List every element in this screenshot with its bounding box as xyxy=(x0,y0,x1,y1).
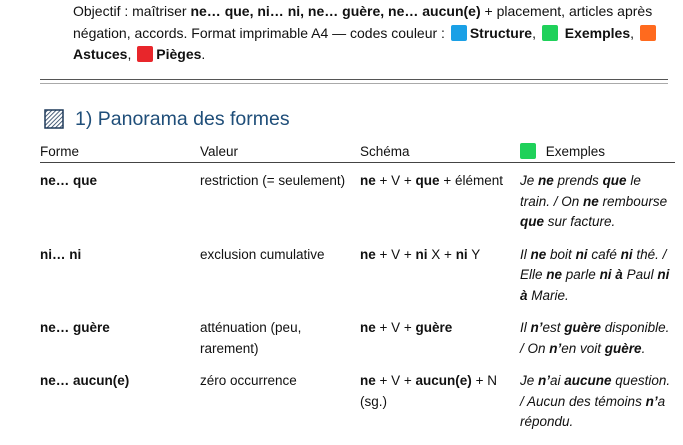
exemple-part: n’ xyxy=(645,393,658,409)
schema-part: ne xyxy=(360,320,376,335)
cell-valeur: restriction (= seulement) xyxy=(200,173,346,188)
exemple-part: Paul xyxy=(622,267,658,282)
exemple-part: que xyxy=(520,214,545,229)
cell-valeur: exclusion cumulative xyxy=(200,246,325,262)
legend-label-exemples: Exemples xyxy=(564,24,631,41)
table-row xyxy=(40,363,675,437)
exemple-part: ne xyxy=(538,173,554,188)
exemple-part: le train. / On xyxy=(520,173,641,209)
schema-part: + V + xyxy=(375,173,416,188)
section-title: 1) Panorama des formes xyxy=(75,107,290,130)
exemple-part: café xyxy=(587,246,621,262)
intro-forms: ne… que, ni… ni, ne… guère, ne… aucun(e) xyxy=(190,3,481,19)
schema-part: + élément xyxy=(439,173,503,188)
schema-part: Y xyxy=(467,246,481,262)
cell-exemple xyxy=(520,163,675,237)
cell-schema xyxy=(360,310,520,363)
forms-table xyxy=(40,141,675,437)
cell-exemple xyxy=(520,363,675,437)
schema-part: ne xyxy=(360,173,376,188)
cell-schema xyxy=(360,363,520,437)
exemple-part: . xyxy=(641,340,646,356)
exemple-part: ni xyxy=(620,246,633,262)
cell-exemple xyxy=(520,310,675,363)
header-valeur: Valeur xyxy=(200,144,239,159)
exemple-part: n’ xyxy=(530,320,543,335)
exemples-swatch xyxy=(520,143,536,159)
exemple-part: ne xyxy=(583,193,599,209)
schema-part: ne xyxy=(360,246,376,262)
hatched-square-icon xyxy=(44,109,64,129)
exemple-part: en voit xyxy=(561,340,605,356)
intro-text-1: Objectif : maîtriser xyxy=(73,3,191,19)
exemple-part: disponible. / On xyxy=(520,320,670,356)
exemple-part: question. / Aucun des témoins xyxy=(520,373,671,409)
legend-label-astuces: Astuces xyxy=(73,46,128,62)
section-heading xyxy=(44,106,290,132)
header-exemples-label: Exemples xyxy=(545,144,606,159)
schema-part: guère xyxy=(415,320,453,335)
exemple-part: Je xyxy=(520,373,539,388)
schema-part: ne xyxy=(360,373,376,388)
table-row xyxy=(40,163,675,237)
header-schema: Schéma xyxy=(360,144,410,159)
exemple-part: parle xyxy=(562,267,600,282)
header-forme: Forme xyxy=(40,144,80,159)
cell-valeur: zéro occurrence xyxy=(200,373,297,388)
schema-part: aucun(e) xyxy=(415,373,472,388)
legend-label-structure: Structure xyxy=(469,24,533,41)
schema-part: ni xyxy=(415,246,428,262)
exemple-part: Marie. xyxy=(527,287,569,303)
cell-exemple xyxy=(520,237,675,311)
exemple-part: ai xyxy=(550,373,565,388)
exemple-part: thé. / Elle xyxy=(520,246,667,282)
schema-part: + V + xyxy=(375,373,416,388)
legend-swatch-structure xyxy=(451,25,467,41)
cell-forme: ne… aucun(e) xyxy=(40,373,130,388)
divider-top xyxy=(40,79,668,80)
exemple-part: rembourse xyxy=(598,193,668,209)
schema-part: que xyxy=(415,173,440,188)
header-exemples xyxy=(520,141,675,163)
schema-part: X + xyxy=(427,246,456,262)
exemple-part: boit xyxy=(546,246,576,262)
exemple-part: ne xyxy=(530,246,547,262)
exemple-part: Il xyxy=(520,320,531,335)
cell-forme: ne… que xyxy=(40,173,98,188)
cell-forme: ni… ni xyxy=(40,246,82,262)
cell-forme: ne… guère xyxy=(40,320,110,335)
cell-schema xyxy=(360,237,520,311)
intro-paragraph xyxy=(73,1,673,66)
color-legend: Structure, Exemples, Astuces, Pièges. xyxy=(73,25,659,63)
table-body xyxy=(40,163,675,437)
schema-part: ni xyxy=(455,246,468,262)
table-row xyxy=(40,237,675,311)
exemple-part: n’ xyxy=(549,340,562,356)
table-row xyxy=(40,310,675,363)
exemple-part: guère xyxy=(604,340,642,356)
cell-valeur: atténuation (peu, rarement) xyxy=(200,320,302,356)
legend-swatch-astuces xyxy=(640,25,656,41)
schema-part: + V + xyxy=(375,246,416,262)
exemple-part: est xyxy=(542,320,565,335)
exemple-part: Je xyxy=(520,173,539,188)
exemple-part: aucune xyxy=(564,373,612,388)
exemple-part: ni à xyxy=(599,267,623,282)
schema-part: + V + xyxy=(375,320,416,335)
legend-swatch-exemples xyxy=(542,25,558,41)
schema-part: + N (sg.) xyxy=(360,373,497,409)
exemple-part: sur facture. xyxy=(544,214,616,229)
exemple-part: que xyxy=(602,173,627,188)
legend-swatch-pieges xyxy=(137,46,153,62)
exemple-part: Il xyxy=(520,246,531,262)
exemple-part: ni à xyxy=(520,267,670,303)
cell-schema xyxy=(360,163,520,237)
legend-label-pieges: Pièges xyxy=(156,46,202,62)
exemple-part: prends xyxy=(553,173,603,188)
exemple-part: ne xyxy=(546,267,563,282)
divider-bottom xyxy=(40,83,668,84)
exemple-part: n’ xyxy=(538,373,551,388)
exemple-part: guère xyxy=(564,320,602,335)
table-header-row xyxy=(40,141,675,163)
exemple-part: a répondu. xyxy=(520,393,666,429)
exemple-part: ni xyxy=(575,246,588,262)
intro-text-2: + placement, articles après négation, accords. Format imprimable A4 — codes couleur : xyxy=(73,3,653,41)
